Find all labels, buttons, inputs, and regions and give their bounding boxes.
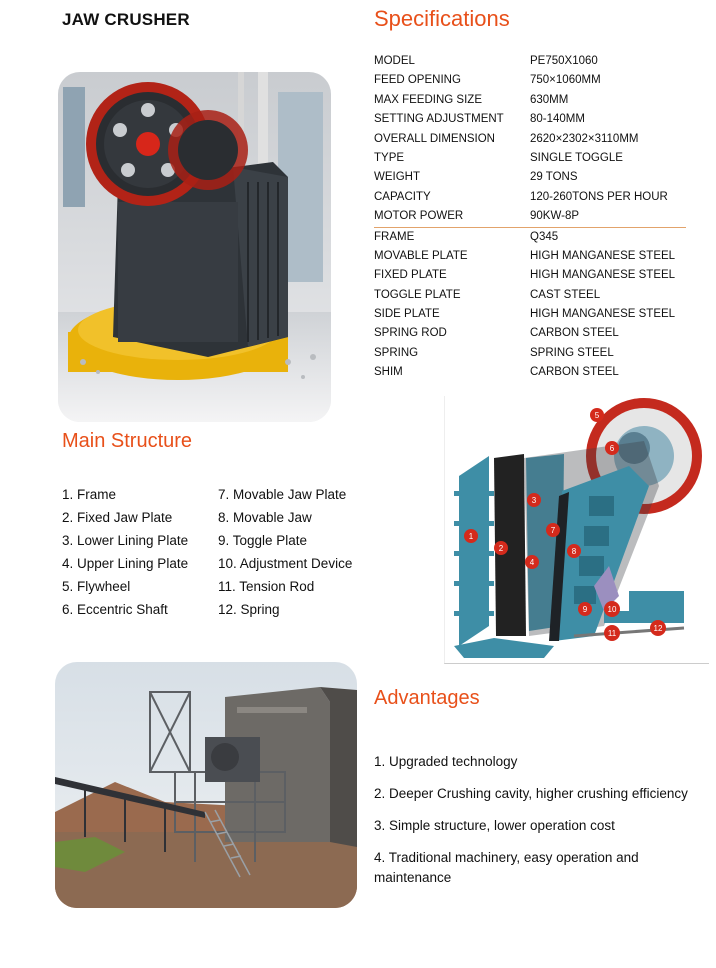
list-item: 9. Toggle Plate: [218, 533, 308, 548]
spec-key: SIDE PLATE: [374, 308, 440, 321]
spec-value: CARBON STEEL: [530, 327, 619, 340]
list-item: 11. Tension Rod: [218, 579, 315, 594]
diagram-marker: 2: [498, 544, 504, 553]
diagram-marker: 5: [594, 411, 600, 420]
spec-row: [374, 286, 686, 305]
spec-key: WEIGHT: [374, 171, 420, 184]
list-item: 7. Movable Jaw Plate: [218, 487, 347, 502]
spec-value: SPRING STEEL: [530, 346, 614, 359]
list-item: 3. Lower Lining Plate: [62, 533, 189, 548]
spec-value: PE750X1060: [530, 55, 598, 67]
diagram-marker: 1: [468, 532, 474, 541]
spec-value: HIGH MANGANESE STEEL: [530, 269, 676, 282]
diagram-marker: 3: [531, 496, 537, 505]
spec-key: SPRING ROD: [374, 327, 447, 340]
spec-row: [374, 228, 686, 247]
spec-key: TYPE: [374, 151, 405, 164]
spec-key: MOTOR POWER: [374, 210, 464, 223]
spec-key: TOGGLE PLATE: [374, 288, 461, 301]
spec-value: HIGH MANGANESE STEEL: [530, 249, 676, 262]
spec-row: [374, 110, 686, 129]
spec-row: [374, 305, 686, 324]
diagram-marker: 11: [607, 629, 617, 638]
list-item: 12. Spring: [218, 602, 280, 617]
spec-key: MOVABLE PLATE: [374, 249, 468, 262]
spec-row: [374, 168, 686, 187]
advantages-heading: Advantages: [374, 687, 480, 709]
spec-value: SINGLE TOGGLE: [530, 151, 623, 164]
list-item: 1. Frame: [62, 487, 117, 502]
spec-value: 2620×2302×3110MM: [530, 132, 639, 145]
spec-value: 630MM: [530, 93, 569, 106]
spec-row: [374, 71, 686, 90]
structure-diagram: [444, 396, 709, 664]
list-item: 4. Traditional machinery, easy operation and maintenance: [374, 850, 639, 885]
spec-row: [374, 363, 686, 382]
spec-key: FRAME: [374, 230, 415, 243]
spec-value: CARBON STEEL: [530, 366, 619, 379]
spec-row: [374, 91, 686, 110]
spec-value: 90KW-8P: [530, 210, 580, 223]
spec-row: [374, 149, 686, 168]
spec-key: FEED OPENING: [374, 74, 461, 87]
list-item: 1. Upgraded technology: [374, 754, 518, 769]
spec-row: [374, 344, 686, 363]
spec-row: [374, 247, 686, 266]
spec-value: 80-140MM: [530, 113, 585, 126]
list-item: 2. Deeper Crushing cavity, higher crushing efficiency: [374, 786, 688, 801]
spec-key: FIXED PLATE: [374, 269, 447, 282]
list-item: 2. Fixed Jaw Plate: [62, 510, 173, 525]
specifications-heading: Specifications: [374, 6, 510, 31]
spec-value: 120-260TONS PER HOUR: [530, 190, 668, 203]
spec-row: [374, 207, 686, 227]
list-item: 5. Flywheel: [62, 579, 131, 594]
spec-row: [374, 130, 686, 149]
spec-value: 750×1060MM: [530, 74, 601, 87]
list-item: 10. Adjustment Device: [218, 556, 353, 571]
list-item: 4. Upper Lining Plate: [62, 556, 189, 571]
spec-value: CAST STEEL: [530, 288, 601, 301]
list-item: 3. Simple structure, lower operation cost: [374, 818, 615, 833]
diagram-marker: 12: [653, 624, 663, 633]
spec-value: HIGH MANGANESE STEEL: [530, 308, 676, 321]
spec-row: [374, 52, 686, 71]
diagram-marker: 7: [550, 526, 556, 535]
main-structure-heading: Main Structure: [62, 430, 193, 452]
diagram-marker: 8: [571, 547, 577, 556]
spec-key: CAPACITY: [374, 190, 431, 203]
crushing-plant-photo: [55, 662, 357, 908]
diagram-marker: 4: [529, 558, 535, 567]
spec-value: Q345: [530, 230, 559, 243]
page-title: JAW CRUSHER: [62, 10, 190, 29]
list-item: 8. Movable Jaw: [218, 510, 312, 525]
specifications-table: [374, 52, 686, 383]
spec-row: [374, 188, 686, 207]
advantages-list: [374, 752, 694, 900]
spec-key: SHIM: [374, 366, 403, 379]
list-item: 6. Eccentric Shaft: [62, 602, 168, 617]
spec-value: 29 TONS: [530, 171, 578, 184]
spec-key: OVERALL DIMENSION: [374, 132, 495, 145]
diagram-marker: 6: [609, 444, 615, 453]
spec-key: SETTING ADJUSTMENT: [374, 113, 504, 126]
diagram-marker: 9: [582, 605, 588, 614]
jaw-crusher-photo: [58, 72, 331, 422]
spec-row: [374, 266, 686, 285]
spec-row: [374, 324, 686, 343]
structure-list-right: [218, 483, 352, 621]
diagram-marker: 10: [607, 605, 617, 614]
spec-key: SPRING: [374, 346, 419, 359]
structure-list-left: [62, 483, 188, 621]
spec-key: MAX FEEDING SIZE: [374, 93, 482, 106]
spec-key: MODEL: [374, 55, 415, 67]
